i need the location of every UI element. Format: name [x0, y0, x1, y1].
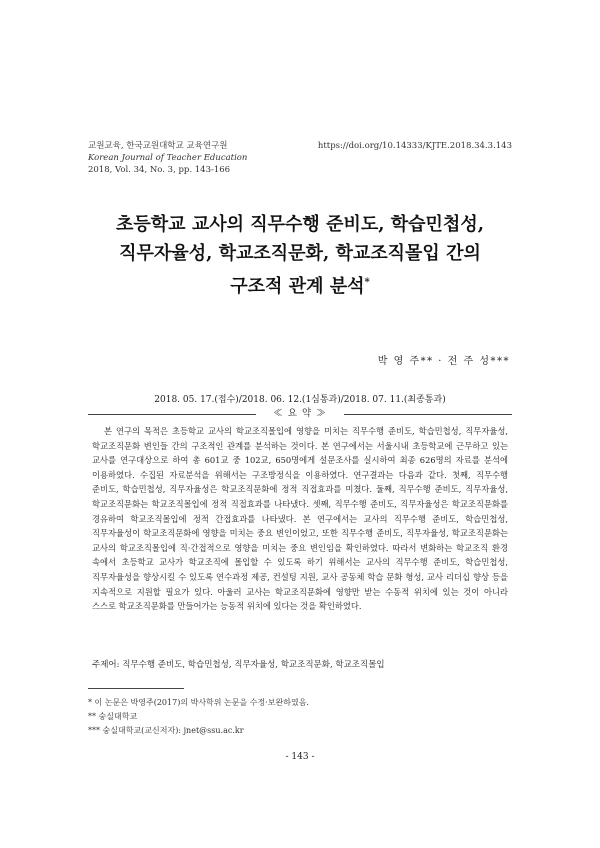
- keywords: 주제어: 직무수행 준비도, 학습민첩성, 직무자율성, 학교조직문화, 학교조직몰입: [92, 660, 385, 670]
- paper-title: [60, 210, 540, 301]
- review-dates: 2018. 05. 17.(접수)/2018. 06. 12.(1심통과)/2018. 07. 11.(최종통과): [154, 395, 446, 405]
- title-line-2: 직무자율성, 학교조직문화, 학교조직몰입 간의: [119, 243, 481, 264]
- abstract-heading-rule-right: [344, 414, 512, 415]
- doi-link[interactable]: https://doi.org/10.14333/KJTE.2018.34.3.143: [317, 141, 512, 151]
- publisher-line: 교원교육, 한국교원대학교 교육연구원: [88, 141, 228, 151]
- journal-header: [88, 140, 247, 176]
- page-number: - 143 -: [285, 752, 315, 762]
- footnote-3: *** 숭실대학교(교신저자): jnet@ssu.ac.kr: [88, 726, 244, 735]
- journal-english-name: Korean Journal of Teacher Education: [88, 153, 248, 163]
- footnote-2: ** 숭실대학교: [88, 712, 138, 721]
- volume-line: 2018, Vol. 34, No. 3, pp. 143-166: [88, 165, 231, 175]
- footnote-divider: [88, 688, 184, 689]
- abstract-heading-label: ≪ 요 약 ≫: [273, 408, 327, 419]
- author-list: 박 영 주** · 전 주 성***: [377, 356, 510, 367]
- abstract-body: 본 연구의 목적은 초등학교 교사의 학교조직몰입에 영향을 미치는 직무수행 준비도, 학습민첩성, 직무자율성, 학교조직문화 변인들 간의 구조적인 관계를 분석하는 것이다. 본 연구에서는 서울시내 초등학교에 근무하고 있는 교사를 연구대상으로 하여 총 601교 중 102교, 650명에게 설문조사를 실시하여 최종 626명의 자료를 분석에 이용하였다. 수집된 자료분석을 위해서는 구조방정식을 이용하였다. 연구결과는 다음과 같다. 첫째, 직무수행 준비도, 학습민첩성, 직무자율성은 학교조직문화에 정적 직접효과를 미쳤다. 둘째, 직무수행 준비도, 직무자율성, 학교조직문화는 학교조직몰입에 정적 직접효과를 나타냈다. 셋째, 직무수행 준비도, 직무자율성은 학교조직문화를 경유하여 학교조직몰입에 정적 간접효과를 나타냈다. 본 연구에서는 교사의 직무수행 준비도, 학습민첩성, 직무자율성이 학교조직문화에 영향을 미치는 중요 변인이었고, 또한 직무수행 준비도, 직무자율성, 학교조직문화는 교사의 학교조직몰입에 직·간접적으로 영향을 미치는 중요 변인임을 확인하였다. 따라서 변화하는 학교조직 환경 속에서 초등학교 교사가 학교조직에 몰입할 수 있도록 하기 위해서는 교사의 직무수행 준비도, 학습민첩성, 직무자율성을 향상시킬 수 있도록 연수과정 제공, 컨설팅 지원, 교사 공동체 학습 문화 형성, 교사 리더십 향상 등을 지속적으로 지원할 필요가 있다. 아울러 교사는 학교조직문화에 영향만 받는 수동적 위치에 있는 것이 아니라 스스로 학교조직문화를 만들어가는 능동적 위치에 있다는 것을 확인하였다.: [92, 426, 509, 612]
- abstract-heading: [88, 408, 512, 420]
- title-line-3: 구조적 관계 분석: [230, 276, 365, 297]
- footnotes: [88, 696, 309, 738]
- footnote-1: * 이 논문은 박영주(2017)의 박사학위 논문을 수정·보완하였음.: [88, 698, 309, 707]
- title-line-1: 초등학교 교사의 직무수행 준비도, 학습민첩성,: [116, 214, 484, 235]
- title-footnote-mark: *: [364, 277, 370, 288]
